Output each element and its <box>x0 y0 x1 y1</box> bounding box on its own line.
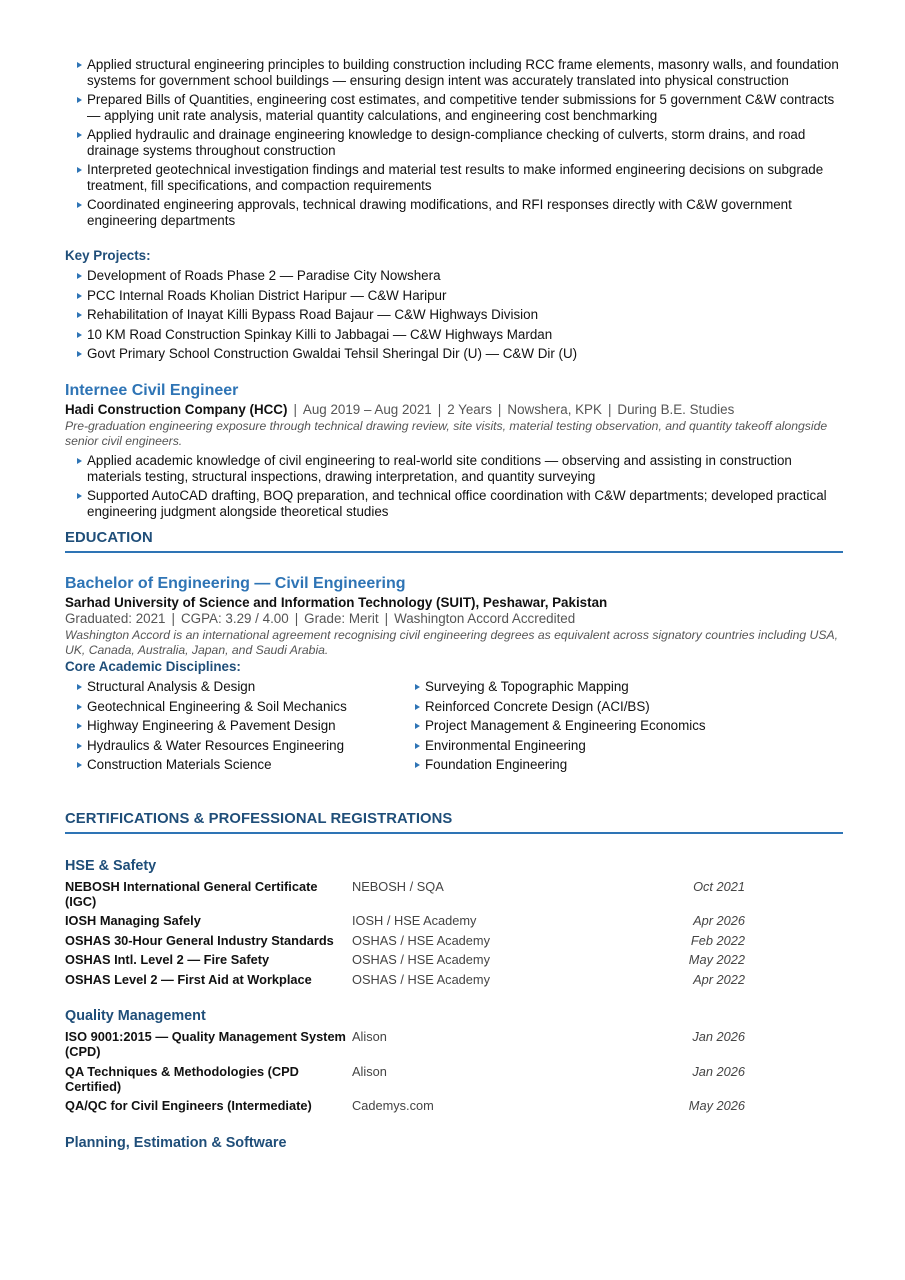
discipline-item: Reinforced Concrete Design (ACI/BS) <box>403 699 741 715</box>
table-row <box>65 933 745 953</box>
experience-bullet: Coordinated engineering approvals, technical drawing modifications, and RFI responses directly with C&W government engineering departments <box>65 197 843 229</box>
discipline-item: Construction Materials Science <box>65 757 403 773</box>
degree-title: Bachelor of Engineering — Civil Engineering <box>65 575 406 592</box>
project-item: Rehabilitation of Inayat Killi Bypass Road Bajaur — C&W Highways Division <box>65 307 843 323</box>
cert-name: QA Techniques & Methodologies (CPD Certified) <box>65 1063 299 1094</box>
separator: | <box>497 402 502 417</box>
quality-cert-table <box>65 1029 745 1118</box>
resume-page <box>65 57 843 1151</box>
cert-issuer: Alison <box>352 1063 387 1079</box>
cert-date: Jan 2026 <box>692 1063 745 1079</box>
table-row <box>65 913 745 933</box>
accreditation: Washington Accord Accredited <box>394 611 576 626</box>
table-row <box>65 1098 745 1118</box>
grade: Grade: Merit <box>304 611 379 626</box>
university-name: Sarhad University of Science and Information Technology (SUIT), Peshawar, Pakistan <box>65 595 608 610</box>
internship-note: During B.E. Studies <box>617 402 735 417</box>
graduation-year: Graduated: 2021 <box>65 611 166 626</box>
hse-cert-table <box>65 879 745 992</box>
cert-issuer: OSHAS / HSE Academy <box>352 932 490 948</box>
quality-category-heading: Quality Management <box>65 1008 206 1024</box>
separator: | <box>171 611 175 626</box>
discipline-item: Foundation Engineering <box>403 757 741 773</box>
cert-issuer: OSHAS / HSE Academy <box>352 971 490 987</box>
cert-date: Feb 2022 <box>690 932 745 948</box>
cert-date: Apr 2022 <box>693 971 745 987</box>
internship-bullets <box>65 453 843 520</box>
experience-bullet: Applied structural engineering principles to building construction including RCC frame elements, masonry walls, and foundation systems for government school buildings — ensuring design intent was accurately translated into physical construction <box>65 57 843 89</box>
discipline-item: Environmental Engineering <box>403 738 741 754</box>
discipline-item: Project Management & Engineering Economics <box>403 718 741 734</box>
table-row <box>65 879 745 914</box>
internship-summary: Pre-graduation engineering exposure through technical drawing review, site visits, material testing observation, and quantity takeoff alongside senior civil engineers. <box>65 419 828 448</box>
washington-accord-note: Washington Accord is an international agreement recognising civil engineering degrees as equivalent across signatory countries including USA, UK, Canada, Australia, Japan, and Saudi Arabia. <box>65 628 838 657</box>
cert-name: QA/QC for Civil Engineers (Intermediate) <box>65 1098 312 1113</box>
table-row <box>65 952 745 972</box>
cert-date: Jan 2026 <box>692 1029 745 1044</box>
internship-meta <box>65 402 843 417</box>
education-meta <box>65 611 843 626</box>
experience-bullet: Interpreted geotechnical investigation findings and material test results to make informed engineering decisions on subgrade treatment, fill specifications, and compaction requirements <box>65 162 843 194</box>
experience-bullet: Prepared Bills of Quantities, engineering cost estimates, and competitive tender submissions for 5 government C&W contracts — applying unit rate analysis, material quantity calculations, and engineering cost benchmarking <box>65 92 843 124</box>
key-projects-list <box>65 268 843 362</box>
separator: | <box>293 402 297 417</box>
cert-date: May 2022 <box>688 952 745 967</box>
discipline-item: Hydraulics & Water Resources Engineering <box>65 738 403 754</box>
cert-name: OSHAS Level 2 — First Aid at Workplace <box>65 971 312 987</box>
project-item: Govt Primary School Construction Gwaldai Tehsil Sheringal Dir (U) — C&W Dir (U) <box>65 346 843 362</box>
cgpa: CGPA: 3.29 / 4.00 <box>181 611 289 626</box>
discipline-item: Highway Engineering & Pavement Design <box>65 718 403 734</box>
cert-issuer: NEBOSH / SQA <box>352 878 444 894</box>
disciplines-heading: Core Academic Disciplines: <box>65 659 241 674</box>
certifications-section-title: CERTIFICATIONS & PROFESSIONAL REGISTRATIONS <box>65 811 843 834</box>
cert-name: ISO 9001:2015 — Quality Management System (CPD) <box>65 1029 346 1059</box>
experience-bullets <box>65 57 843 229</box>
discipline-item: Geotechnical Engineering & Soil Mechanics <box>65 699 403 715</box>
internship-company: Hadi Construction Company (HCC) <box>65 402 288 417</box>
cert-name: IOSH Managing Safely <box>65 913 201 928</box>
cert-issuer: Cademys.com <box>352 1098 434 1113</box>
separator: | <box>437 402 442 417</box>
key-projects-heading: Key Projects: <box>65 248 151 263</box>
discipline-item: Surveying & Topographic Mapping <box>403 679 741 695</box>
internship-title: Internee Civil Engineer <box>65 382 239 399</box>
internship-bullet: Supported AutoCAD drafting, BOQ preparation, and technical office coordination with C&W departments; developed practical engineering judgment alongside theoretical studies <box>65 488 843 520</box>
disciplines-grid <box>65 679 843 777</box>
disciplines-left <box>65 679 403 777</box>
separator: | <box>384 611 389 626</box>
cert-name: OSHAS Intl. Level 2 — Fire Safety <box>65 952 270 967</box>
cert-issuer: Alison <box>352 1029 387 1044</box>
cert-name: NEBOSH International General Certificate (IGC) <box>65 878 318 909</box>
separator: | <box>607 402 612 417</box>
education-section-title: EDUCATION <box>65 530 843 553</box>
cert-issuer: OSHAS / HSE Academy <box>352 952 490 967</box>
planning-category-heading: Planning, Estimation & Software <box>65 1134 287 1151</box>
experience-bullet: Applied hydraulic and drainage engineering knowledge to design-compliance checking of culverts, storm drains, and road drainage systems throughout construction <box>65 127 843 159</box>
cert-date: May 2026 <box>688 1098 745 1113</box>
internship-dates: Aug 2019 – Aug 2021 <box>302 402 432 417</box>
project-item: PCC Internal Roads Kholian District Haripur — C&W Haripur <box>65 288 843 304</box>
separator: | <box>294 611 299 626</box>
table-row <box>65 1029 745 1064</box>
table-row <box>65 972 745 992</box>
cert-issuer: IOSH / HSE Academy <box>352 913 477 928</box>
cert-name: OSHAS 30-Hour General Industry Standards <box>65 932 334 948</box>
cert-date: Apr 2026 <box>693 913 745 928</box>
internship-duration: 2 Years <box>447 402 492 417</box>
hse-category-heading: HSE & Safety <box>65 857 157 874</box>
internship-bullet: Applied academic knowledge of civil engineering to real-world site conditions — observing and assisting in construction materials testing, structural inspections, drawing interpretation, and quantity surveying <box>65 453 843 485</box>
table-row <box>65 1064 745 1099</box>
project-item: 10 KM Road Construction Spinkay Killi to Jabbagai — C&W Highways Mardan <box>65 327 843 343</box>
internship-location: Nowshera, KPK <box>507 402 602 417</box>
project-item: Development of Roads Phase 2 — Paradise City Nowshera <box>65 268 843 284</box>
cert-date: Oct 2021 <box>693 878 745 894</box>
disciplines-right <box>403 679 741 777</box>
discipline-item: Structural Analysis & Design <box>65 679 403 695</box>
